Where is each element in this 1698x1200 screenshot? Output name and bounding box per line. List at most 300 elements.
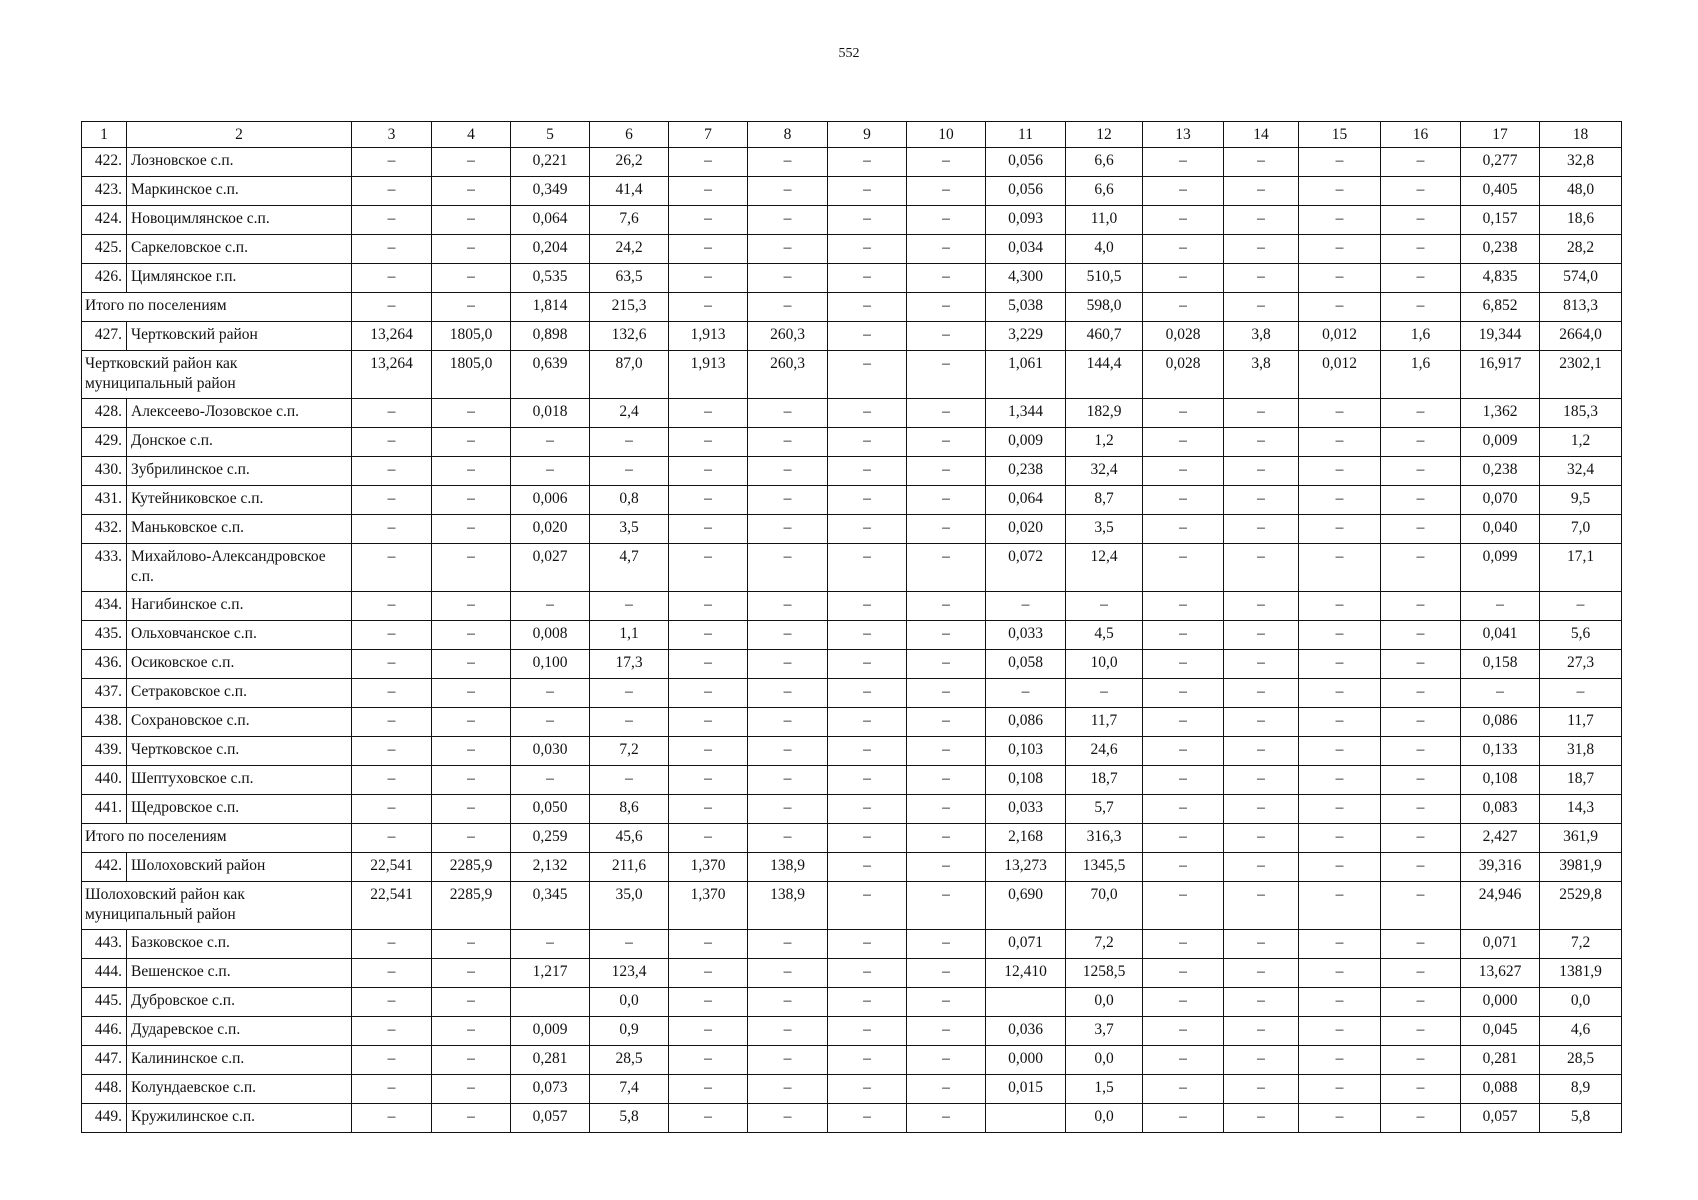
table-cell: 0,009 bbox=[1461, 428, 1540, 457]
table-cell: – bbox=[1299, 708, 1381, 737]
table-cell: 4,5 bbox=[1066, 621, 1143, 650]
table-cell: – bbox=[669, 824, 748, 853]
table-cell: 3,5 bbox=[590, 515, 669, 544]
table-cell: – bbox=[748, 177, 828, 206]
row-number: 433. bbox=[82, 544, 127, 592]
table-cell: 0,088 bbox=[1461, 1075, 1540, 1104]
table-cell: – bbox=[432, 737, 511, 766]
column-header: 5 bbox=[511, 122, 590, 148]
table-cell: – bbox=[748, 1017, 828, 1046]
table-row bbox=[82, 148, 1622, 177]
table-cell: – bbox=[590, 428, 669, 457]
table-cell: – bbox=[828, 708, 907, 737]
table-cell: – bbox=[1224, 650, 1299, 679]
row-label: Калининское с.п. bbox=[127, 1046, 352, 1075]
table-cell: – bbox=[828, 1075, 907, 1104]
table-cell: 24,946 bbox=[1461, 882, 1540, 930]
table-cell: – bbox=[1299, 293, 1381, 322]
table-cell: – bbox=[432, 457, 511, 486]
row-label: Чертковское с.п. bbox=[127, 737, 352, 766]
table-cell: – bbox=[352, 457, 432, 486]
table-row bbox=[82, 853, 1622, 882]
table-cell: – bbox=[669, 766, 748, 795]
table-cell: – bbox=[432, 1104, 511, 1133]
table-cell: – bbox=[432, 206, 511, 235]
table-cell: – bbox=[907, 795, 986, 824]
table-cell: – bbox=[1381, 457, 1461, 486]
table-cell: 1345,5 bbox=[1066, 853, 1143, 882]
table-cell: – bbox=[1143, 544, 1224, 592]
table-cell: – bbox=[432, 177, 511, 206]
table-cell: – bbox=[907, 853, 986, 882]
table-cell: – bbox=[828, 206, 907, 235]
table-cell: 0,093 bbox=[986, 206, 1066, 235]
table-cell: – bbox=[1143, 795, 1224, 824]
table-cell: – bbox=[1299, 1017, 1381, 1046]
table-cell: – bbox=[669, 959, 748, 988]
table-cell: – bbox=[352, 621, 432, 650]
row-number: 444. bbox=[82, 959, 127, 988]
table-cell: 31,8 bbox=[1540, 737, 1622, 766]
table-cell: 2664,0 bbox=[1540, 322, 1622, 351]
table-cell: – bbox=[1299, 650, 1381, 679]
table-cell: – bbox=[907, 882, 986, 930]
table-cell: – bbox=[1299, 264, 1381, 293]
table-cell: 0,050 bbox=[511, 795, 590, 824]
table-cell: 1,913 bbox=[669, 351, 748, 399]
table-cell: 32,4 bbox=[1066, 457, 1143, 486]
table-cell: – bbox=[511, 428, 590, 457]
table-cell: 1258,5 bbox=[1066, 959, 1143, 988]
table-cell: 0,034 bbox=[986, 235, 1066, 264]
table-cell bbox=[986, 1104, 1066, 1133]
table-cell: 45,6 bbox=[590, 824, 669, 853]
table-cell: 24,2 bbox=[590, 235, 669, 264]
table-cell: – bbox=[1143, 650, 1224, 679]
table-cell: 0,058 bbox=[986, 650, 1066, 679]
table-cell: – bbox=[907, 235, 986, 264]
table-cell: 32,4 bbox=[1540, 457, 1622, 486]
table-cell: – bbox=[669, 930, 748, 959]
table-cell: 0,0 bbox=[1066, 1104, 1143, 1133]
table-cell: – bbox=[1224, 882, 1299, 930]
table-cell: 0,064 bbox=[511, 206, 590, 235]
row-label: Вешенское с.п. bbox=[127, 959, 352, 988]
table-cell: 0,071 bbox=[1461, 930, 1540, 959]
table-cell: – bbox=[1143, 679, 1224, 708]
table-cell: – bbox=[432, 264, 511, 293]
table-cell: 0,040 bbox=[1461, 515, 1540, 544]
table-row bbox=[82, 1017, 1622, 1046]
table-cell: – bbox=[907, 177, 986, 206]
column-header: 17 bbox=[1461, 122, 1540, 148]
table-cell: – bbox=[352, 1075, 432, 1104]
row-label: Кутейниковское с.п. bbox=[127, 486, 352, 515]
table-cell: 32,8 bbox=[1540, 148, 1622, 177]
table-cell: – bbox=[828, 293, 907, 322]
row-label: Маркинское с.п. bbox=[127, 177, 352, 206]
table-cell: – bbox=[1224, 1046, 1299, 1075]
row-label: Итого по поселениям bbox=[82, 293, 352, 322]
table-cell: – bbox=[1381, 988, 1461, 1017]
table-cell: – bbox=[828, 930, 907, 959]
table-cell: 0,020 bbox=[511, 515, 590, 544]
table-cell: – bbox=[352, 959, 432, 988]
table-cell: – bbox=[1224, 1017, 1299, 1046]
table-cell: 0,345 bbox=[511, 882, 590, 930]
table-cell: – bbox=[1224, 457, 1299, 486]
table-cell: 41,4 bbox=[590, 177, 669, 206]
table-cell: – bbox=[432, 148, 511, 177]
table-cell: – bbox=[669, 988, 748, 1017]
table-cell: – bbox=[828, 824, 907, 853]
table-cell: – bbox=[1381, 679, 1461, 708]
table-cell: 0,133 bbox=[1461, 737, 1540, 766]
table-cell: – bbox=[1299, 1075, 1381, 1104]
table-cell: – bbox=[748, 428, 828, 457]
table-cell: 0,057 bbox=[1461, 1104, 1540, 1133]
row-label: Дубровское с.п. bbox=[127, 988, 352, 1017]
table-cell: 1,344 bbox=[986, 399, 1066, 428]
table-cell: – bbox=[1299, 1046, 1381, 1075]
table-cell: 1,1 bbox=[590, 621, 669, 650]
table-cell: – bbox=[1143, 293, 1224, 322]
table-cell: 3,8 bbox=[1224, 322, 1299, 351]
table-cell: – bbox=[669, 737, 748, 766]
table-cell: – bbox=[748, 795, 828, 824]
table-cell: – bbox=[828, 737, 907, 766]
table-cell: – bbox=[1143, 708, 1224, 737]
table-cell: – bbox=[1224, 399, 1299, 428]
table-cell: – bbox=[1143, 428, 1224, 457]
table-cell: – bbox=[1143, 235, 1224, 264]
table-cell: – bbox=[828, 544, 907, 592]
table-cell: – bbox=[669, 293, 748, 322]
table-cell: – bbox=[907, 621, 986, 650]
table-cell: – bbox=[352, 544, 432, 592]
column-header: 14 bbox=[1224, 122, 1299, 148]
row-number: 435. bbox=[82, 621, 127, 650]
table-cell: – bbox=[907, 457, 986, 486]
table-cell: 7,0 bbox=[1540, 515, 1622, 544]
row-label: Маньковское с.п. bbox=[127, 515, 352, 544]
table-cell: – bbox=[907, 650, 986, 679]
row-number: 436. bbox=[82, 650, 127, 679]
table-cell: 0,064 bbox=[986, 486, 1066, 515]
table-cell: 7,2 bbox=[590, 737, 669, 766]
table-cell: 1,814 bbox=[511, 293, 590, 322]
row-label: Нагибинское с.п. bbox=[127, 592, 352, 621]
table-cell: – bbox=[432, 795, 511, 824]
table-cell: 0,238 bbox=[1461, 457, 1540, 486]
table-cell: – bbox=[669, 1104, 748, 1133]
table-cell: – bbox=[907, 428, 986, 457]
column-header: 1 bbox=[82, 122, 127, 148]
table-cell: 18,7 bbox=[1066, 766, 1143, 795]
table-cell: – bbox=[1381, 293, 1461, 322]
table-cell: 3981,9 bbox=[1540, 853, 1622, 882]
table-cell: 4,6 bbox=[1540, 1017, 1622, 1046]
table-row bbox=[82, 428, 1622, 457]
table-cell: 138,9 bbox=[748, 882, 828, 930]
table-cell: 2529,8 bbox=[1540, 882, 1622, 930]
row-number: 423. bbox=[82, 177, 127, 206]
table-cell: – bbox=[1381, 882, 1461, 930]
table-cell: – bbox=[828, 264, 907, 293]
table-cell: – bbox=[352, 737, 432, 766]
table-cell: 28,5 bbox=[590, 1046, 669, 1075]
table-cell: – bbox=[1299, 679, 1381, 708]
table-cell: 6,852 bbox=[1461, 293, 1540, 322]
table-cell: – bbox=[669, 650, 748, 679]
table-cell: – bbox=[828, 959, 907, 988]
table-cell: – bbox=[352, 206, 432, 235]
table-cell: 0,030 bbox=[511, 737, 590, 766]
table-cell: – bbox=[1224, 708, 1299, 737]
table-cell: – bbox=[1143, 1017, 1224, 1046]
row-label: Кружилинское с.п. bbox=[127, 1104, 352, 1133]
table-cell: – bbox=[907, 148, 986, 177]
table-cell: – bbox=[1381, 1046, 1461, 1075]
table-cell: 4,300 bbox=[986, 264, 1066, 293]
table-cell: 1805,0 bbox=[432, 322, 511, 351]
table-cell: 1,2 bbox=[1540, 428, 1622, 457]
table-cell: – bbox=[1299, 457, 1381, 486]
table-cell: – bbox=[1224, 766, 1299, 795]
table-cell: 0,056 bbox=[986, 148, 1066, 177]
table-cell: 215,3 bbox=[590, 293, 669, 322]
table-cell: – bbox=[907, 515, 986, 544]
row-number: 442. bbox=[82, 853, 127, 882]
table-cell: – bbox=[907, 988, 986, 1017]
row-number: 427. bbox=[82, 322, 127, 351]
table-cell: 0,012 bbox=[1299, 322, 1381, 351]
table-cell: 1,6 bbox=[1381, 351, 1461, 399]
table-cell: 17,3 bbox=[590, 650, 669, 679]
table-cell: – bbox=[748, 1104, 828, 1133]
table-cell: 11,7 bbox=[1066, 708, 1143, 737]
table-cell: – bbox=[1299, 621, 1381, 650]
row-label: Щедровское с.п. bbox=[127, 795, 352, 824]
table-cell: 0,281 bbox=[511, 1046, 590, 1075]
table-cell: – bbox=[352, 1017, 432, 1046]
table-cell: – bbox=[1299, 882, 1381, 930]
table-cell: – bbox=[590, 930, 669, 959]
table-cell: – bbox=[590, 592, 669, 621]
table-cell: – bbox=[907, 351, 986, 399]
table-cell: – bbox=[669, 177, 748, 206]
table-cell: – bbox=[748, 592, 828, 621]
table-cell: 0,018 bbox=[511, 399, 590, 428]
row-number: 424. bbox=[82, 206, 127, 235]
table-cell: 2,132 bbox=[511, 853, 590, 882]
table-cell: – bbox=[828, 428, 907, 457]
table-cell: 13,264 bbox=[352, 322, 432, 351]
table-cell: 10,0 bbox=[1066, 650, 1143, 679]
table-cell: 0,100 bbox=[511, 650, 590, 679]
table-row bbox=[82, 544, 1622, 592]
table-cell: 0,690 bbox=[986, 882, 1066, 930]
table-cell: – bbox=[1299, 930, 1381, 959]
table-cell: – bbox=[1299, 1104, 1381, 1133]
table-cell: – bbox=[1381, 795, 1461, 824]
table-cell: – bbox=[828, 1017, 907, 1046]
table-cell: – bbox=[352, 515, 432, 544]
table-cell: 24,6 bbox=[1066, 737, 1143, 766]
table-cell: – bbox=[1224, 679, 1299, 708]
table-cell: 2285,9 bbox=[432, 853, 511, 882]
table-cell: 1,913 bbox=[669, 322, 748, 351]
table-cell: – bbox=[432, 399, 511, 428]
table-cell: 1,217 bbox=[511, 959, 590, 988]
table-cell: – bbox=[1299, 399, 1381, 428]
table-cell: 1,362 bbox=[1461, 399, 1540, 428]
table-row bbox=[82, 206, 1622, 235]
table-cell: – bbox=[1299, 853, 1381, 882]
table-cell: – bbox=[352, 399, 432, 428]
table-cell: 0,281 bbox=[1461, 1046, 1540, 1075]
table-cell: – bbox=[1381, 853, 1461, 882]
table-cell: – bbox=[669, 428, 748, 457]
table-cell: – bbox=[748, 457, 828, 486]
table-cell: 0,0 bbox=[590, 988, 669, 1017]
table-cell: – bbox=[1381, 621, 1461, 650]
table-cell: – bbox=[1299, 206, 1381, 235]
table-cell: – bbox=[828, 988, 907, 1017]
table-cell: 3,8 bbox=[1224, 351, 1299, 399]
table-cell: 27,3 bbox=[1540, 650, 1622, 679]
table-cell: – bbox=[511, 679, 590, 708]
table-cell: – bbox=[1540, 592, 1622, 621]
table-row bbox=[82, 737, 1622, 766]
table-cell: – bbox=[432, 592, 511, 621]
column-header: 4 bbox=[432, 122, 511, 148]
table-cell: – bbox=[352, 428, 432, 457]
table-cell: 0,009 bbox=[511, 1017, 590, 1046]
page-number: 552 bbox=[838, 46, 860, 61]
table-cell: 26,2 bbox=[590, 148, 669, 177]
column-header: 12 bbox=[1066, 122, 1143, 148]
row-label: Михайлово-Александровское с.п. bbox=[127, 544, 352, 592]
row-label: Зубрилинское с.п. bbox=[127, 457, 352, 486]
table-cell: – bbox=[1224, 795, 1299, 824]
table-cell: – bbox=[669, 708, 748, 737]
table-cell: – bbox=[590, 679, 669, 708]
table-cell: – bbox=[748, 1075, 828, 1104]
table-cell: – bbox=[352, 148, 432, 177]
table-cell: 1,6 bbox=[1381, 322, 1461, 351]
table-cell: – bbox=[669, 1046, 748, 1075]
table-cell: – bbox=[432, 621, 511, 650]
table-cell: – bbox=[1299, 766, 1381, 795]
header-row bbox=[82, 122, 1622, 148]
table-cell: 11,0 bbox=[1066, 206, 1143, 235]
row-number: 429. bbox=[82, 428, 127, 457]
table-cell: 0,057 bbox=[511, 1104, 590, 1133]
table-cell: – bbox=[748, 766, 828, 795]
table-cell: – bbox=[1381, 264, 1461, 293]
table-cell: 0,639 bbox=[511, 351, 590, 399]
table-cell: – bbox=[748, 824, 828, 853]
table-cell: – bbox=[1143, 206, 1224, 235]
table-cell: – bbox=[1143, 988, 1224, 1017]
row-number: 438. bbox=[82, 708, 127, 737]
column-header: 8 bbox=[748, 122, 828, 148]
table-cell: – bbox=[828, 486, 907, 515]
table-cell: – bbox=[1066, 679, 1143, 708]
table-cell: – bbox=[352, 650, 432, 679]
table-cell: – bbox=[748, 515, 828, 544]
table-cell: 1,370 bbox=[669, 882, 748, 930]
table-cell: 0,086 bbox=[1461, 708, 1540, 737]
table-cell: 2302,1 bbox=[1540, 351, 1622, 399]
table-cell: – bbox=[432, 428, 511, 457]
table-cell: – bbox=[907, 1104, 986, 1133]
column-header: 6 bbox=[590, 122, 669, 148]
table-cell: – bbox=[1143, 737, 1224, 766]
table-cell: – bbox=[1381, 1017, 1461, 1046]
table-cell: – bbox=[828, 235, 907, 264]
table-cell: – bbox=[1224, 959, 1299, 988]
row-number: 437. bbox=[82, 679, 127, 708]
table-cell: – bbox=[907, 1075, 986, 1104]
table-cell: – bbox=[907, 399, 986, 428]
table-cell bbox=[511, 988, 590, 1017]
table-cell: 0,083 bbox=[1461, 795, 1540, 824]
row-label: Сетраковское с.п. bbox=[127, 679, 352, 708]
table-cell: 7,6 bbox=[590, 206, 669, 235]
table-cell: 5,038 bbox=[986, 293, 1066, 322]
row-label: Колундаевское с.п. bbox=[127, 1075, 352, 1104]
table-cell: – bbox=[907, 930, 986, 959]
table-cell: – bbox=[1381, 737, 1461, 766]
table-cell: 0,071 bbox=[986, 930, 1066, 959]
row-number: 447. bbox=[82, 1046, 127, 1075]
table-cell: 0,108 bbox=[1461, 766, 1540, 795]
table-cell: 0,036 bbox=[986, 1017, 1066, 1046]
table-cell: – bbox=[669, 795, 748, 824]
table-cell: – bbox=[1224, 177, 1299, 206]
table-cell: 0,349 bbox=[511, 177, 590, 206]
table-cell: – bbox=[432, 293, 511, 322]
table-cell: – bbox=[1224, 293, 1299, 322]
table-cell: 0,008 bbox=[511, 621, 590, 650]
table-cell: – bbox=[511, 708, 590, 737]
table-cell: – bbox=[1224, 737, 1299, 766]
table-cell: 182,9 bbox=[1066, 399, 1143, 428]
table-cell: – bbox=[907, 1017, 986, 1046]
table-cell: 0,070 bbox=[1461, 486, 1540, 515]
table-cell: – bbox=[1143, 1104, 1224, 1133]
table-cell: 813,3 bbox=[1540, 293, 1622, 322]
row-number: 441. bbox=[82, 795, 127, 824]
table-cell: – bbox=[748, 679, 828, 708]
table-row bbox=[82, 650, 1622, 679]
row-label: Донское с.п. bbox=[127, 428, 352, 457]
table-cell: – bbox=[748, 264, 828, 293]
table-cell: 0,221 bbox=[511, 148, 590, 177]
table-cell: – bbox=[669, 235, 748, 264]
table-cell: 1,370 bbox=[669, 853, 748, 882]
table-cell: – bbox=[1224, 930, 1299, 959]
table-cell: 5,8 bbox=[590, 1104, 669, 1133]
row-label: Чертковский район как муниципальный район bbox=[82, 351, 352, 399]
table-cell: 0,535 bbox=[511, 264, 590, 293]
row-number: 439. bbox=[82, 737, 127, 766]
table-cell: 0,204 bbox=[511, 235, 590, 264]
table-cell: – bbox=[1299, 737, 1381, 766]
table-cell: 28,2 bbox=[1540, 235, 1622, 264]
